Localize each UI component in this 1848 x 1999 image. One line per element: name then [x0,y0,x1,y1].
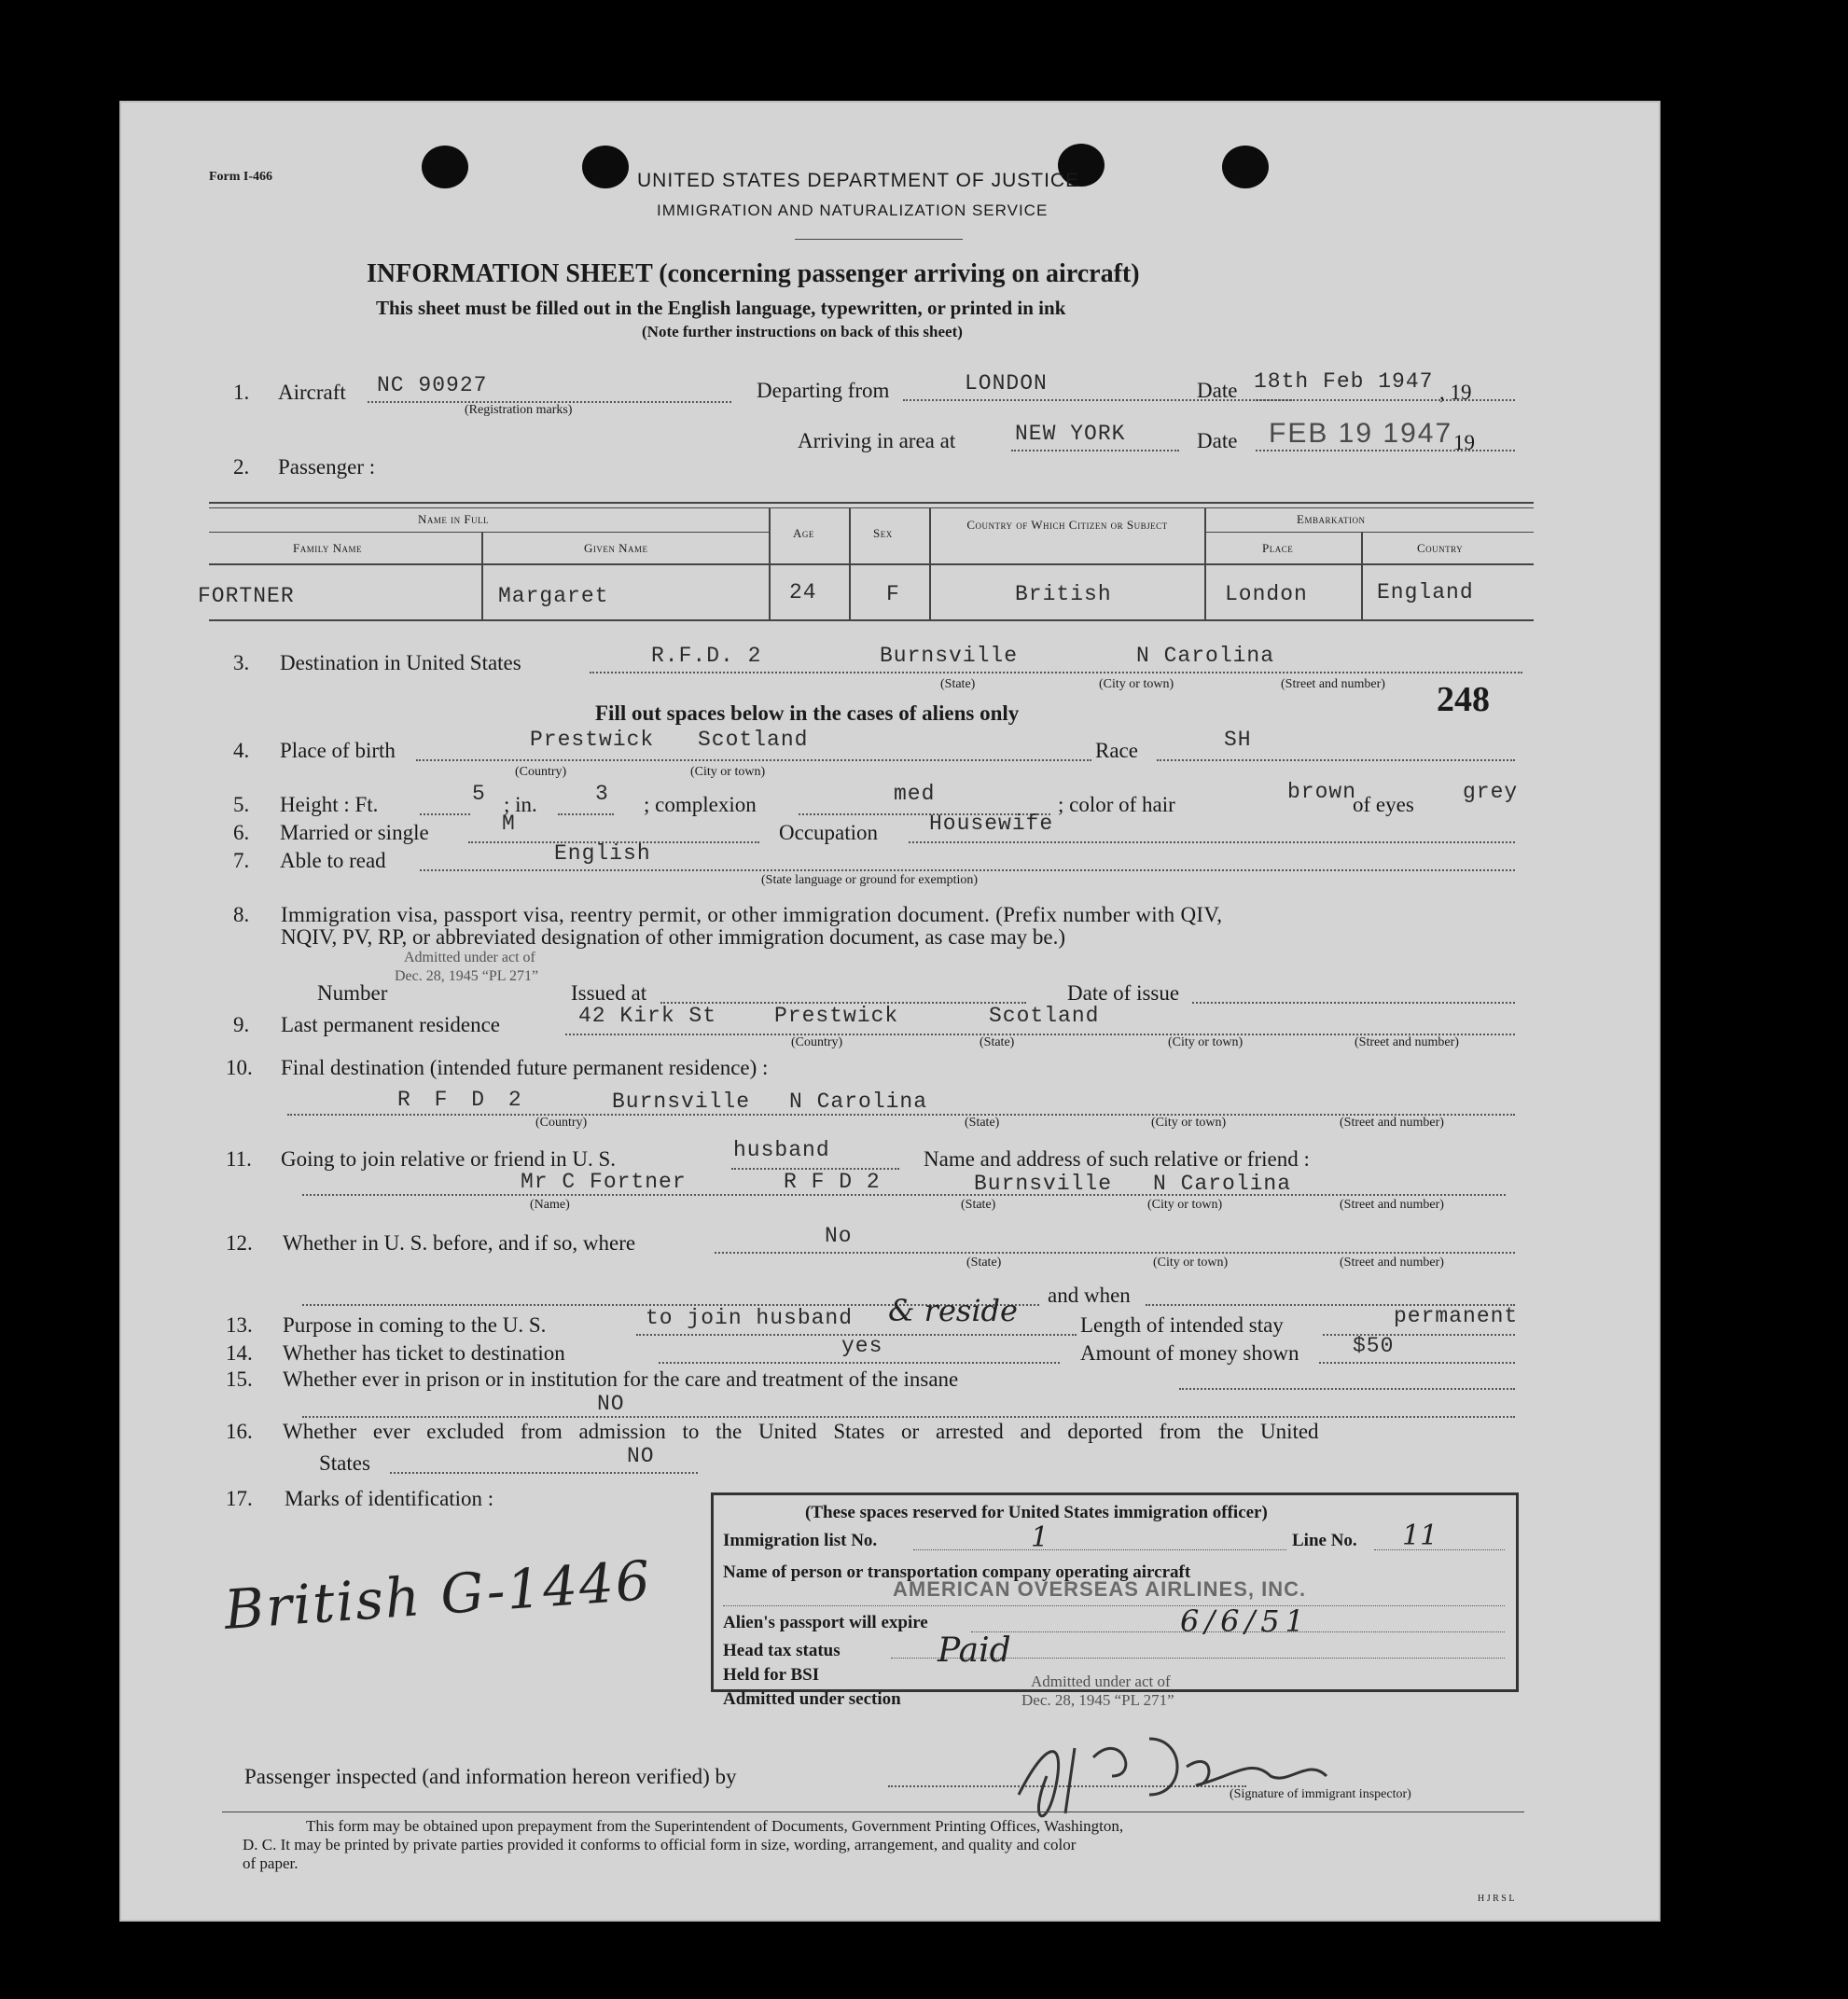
table-col [481,532,483,619]
relative-state: N Carolina [1153,1172,1292,1196]
read-label: Able to read [280,849,386,872]
aliens-only-heading: Fill out spaces below in the cases of aliens only [595,701,1020,725]
birthplace-line [416,759,1091,761]
item-number: 13. [226,1313,253,1337]
item-number: 8. [233,903,250,926]
issued-at-label: Issued at [571,981,647,1005]
head-tax-label: Head tax status [723,1641,841,1660]
date-line [1256,399,1515,401]
previous-us-label: Whether in U. S. before, and if so, where [283,1231,636,1255]
hint-state: (State) [961,1198,996,1212]
departing-date-value: 18th Feb 1947 [1254,369,1434,394]
hint-state: (State) [980,1035,1015,1049]
page-title: INFORMATION SHEET (concerning passenger arriving on aircraft) [367,259,1140,288]
citizenship-value: British [1015,582,1112,606]
passport-expire-value: 6/6/51 [1180,1603,1310,1639]
marital-label: Married or single [280,821,429,844]
money-label: Amount of money shown [1080,1341,1299,1365]
item-number: 1. [233,381,250,404]
join-value: husband [733,1138,830,1162]
marks-handwritten: British G-1446 [222,1548,654,1642]
aircraft-label: Aircraft [278,381,346,404]
stay-label: Length of intended stay [1080,1313,1284,1337]
head-tax-value: Paid [938,1631,1011,1670]
section-label: Admitted under section [723,1689,901,1709]
table-rule [209,532,769,533]
money-line [1319,1362,1515,1364]
excluded-line [390,1472,698,1474]
admitted-stamp: Admitted under act of [404,950,535,965]
department-name: UNITED STATES DEPARTMENT OF JUSTICE [637,170,1080,191]
when-label: and when [1048,1284,1131,1307]
item-number: 5. [233,793,250,816]
departing-label: Departing from [757,379,890,402]
date-label: Date [1197,429,1238,452]
arrival-date-line [1256,450,1515,451]
hint-country: (Country) [791,1035,843,1049]
passenger-label: Passenger : [278,455,376,479]
registration-marks-hint: (Registration marks) [465,403,573,417]
punch-hole [582,146,629,188]
item-number: 2. [233,455,250,479]
hint-city: (City or town) [1168,1035,1244,1049]
document-label: Immigration visa, passport visa, reentry permit, or other immigration document. (Prefix number with QIV, [281,903,1223,926]
item-number: 4. [233,739,250,762]
excluded-value: NO [627,1444,655,1468]
line-no-label: Line No. [1292,1531,1357,1550]
race-line [1157,759,1515,761]
hint-name: (Name) [530,1198,570,1212]
hint-street: (Street and number) [1281,677,1385,691]
item-number: 3. [233,651,250,674]
item-number: 17. [226,1487,253,1510]
year-prefix: 19 [1453,431,1475,454]
hint-street: (Street and number) [1340,1256,1444,1270]
col-header-name-in-full: Name in Full [418,512,490,526]
handwritten-number: 248 [1437,680,1490,719]
operator-stamp: AMERICAN OVERSEAS AIRLINES, INC. [893,1577,1307,1601]
section-stamp-date: Dec. 28, 1945 “PL 271” [1021,1691,1174,1709]
final-destination-line [287,1114,1515,1116]
footer-line-1: This form may be obtained upon prepayment from the Superintendent of Documents, Government Printing Offices, Washington, [306,1817,1124,1835]
table-rule [209,619,1534,621]
doc-number-label: Number [317,981,388,1005]
footer-line-2: D. C. It may be printed by private parties provided it conforms to official form in size, wording, arrangement, and quality and color [243,1836,1077,1853]
table-rule [1204,532,1534,533]
date-label: Date [1197,379,1238,402]
previous-us-line [715,1252,1515,1254]
given-name-value: Margaret [498,584,609,608]
marks-label: Marks of identification : [285,1487,494,1510]
excluded-label-2: States [319,1451,370,1475]
table-col [849,507,851,619]
occupation-line [909,841,1515,843]
punch-hole [1222,146,1269,188]
purpose-handwritten: & reside [888,1293,1018,1328]
col-header-embarkation: Embarkation [1297,512,1366,526]
feet-line [420,813,470,815]
occupation-label: Occupation [779,821,879,844]
prison-value: NO [597,1392,625,1416]
family-name-value: FORTNER [198,584,295,608]
col-header-age: Age [793,526,814,540]
final-city: Burnsville [612,1090,751,1114]
race-value: SH [1224,728,1252,752]
prison-label: Whether ever in prison or in institution for the care and treatment of the insane [283,1367,959,1391]
col-header-given-name: Given Name [584,541,648,555]
table-col [769,507,771,619]
item-number: 11. [226,1147,252,1171]
destination-city: Burnsville [880,644,1019,668]
item-number: 12. [226,1231,253,1255]
excluded-label: Whether ever excluded from admission to the United States or arrested and deported from the United [283,1420,1319,1443]
col-header-sex: Sex [873,526,893,540]
hint-state: (State) [940,677,976,691]
col-header-citizenship: Country of Which Citizen or Subject [966,518,1168,532]
destination-street: R.F.D. 2 [651,644,762,668]
operator-line [723,1605,1505,1606]
item-number: 15. [226,1367,253,1391]
ticket-value: yes [841,1334,883,1358]
inspector-signature-icon [1009,1720,1364,1823]
header-rule [795,239,963,240]
relative-name: Mr C Fortner [521,1170,687,1194]
sex-value: F [886,582,900,606]
inches-label: ; in. [504,793,537,816]
document-label-2: NQIV, PV, RP, or abbreviated designation of other immigration document, as case may be.) [281,925,1066,949]
bsi-label: Held for BSI [723,1665,820,1685]
table-col [1361,532,1363,619]
punch-hole [422,146,468,188]
officer-box [711,1492,1519,1709]
eyes-value: grey [1463,780,1519,804]
stay-line [1323,1334,1515,1336]
arrival-date-stamp: FEB 19 1947 [1269,418,1453,449]
col-header-place: Place [1262,541,1294,555]
arriving-line [1011,450,1179,451]
hint-state: (State) [965,1116,1000,1130]
form-number: Form I-466 [209,170,273,184]
height-label: Height : Ft. [280,793,379,816]
list-line [913,1549,1286,1550]
residence-city: Prestwick [774,1004,899,1028]
table-col [929,507,931,619]
passport-expire-label: Alien's passport will expire [723,1613,928,1632]
arriving-value: NEW YORK [1015,422,1126,446]
admitted-stamp-date: Dec. 28, 1945 “PL 271” [395,968,539,984]
prison-line-2 [302,1416,1515,1418]
hint-country: (Country) [515,765,567,779]
arriving-label: Arriving in area at [798,429,956,452]
age-value: 24 [789,580,817,604]
birthplace-label: Place of birth [280,739,396,762]
hint-street: (Street and number) [1340,1198,1444,1212]
stay-value: permanent [1394,1304,1519,1328]
hair-value: brown [1287,780,1357,804]
marital-value: M [502,812,516,836]
officer-box-title: (These spaces reserved for United States immigration officer) [805,1503,1268,1522]
list-no-value: 1 [1031,1521,1049,1554]
section-stamp: Admitted under act of [1031,1673,1171,1690]
doi-line [1192,1002,1515,1004]
hint-city: (City or town) [1099,677,1174,691]
instructions: This sheet must be filled out in the English language, typewritten, or printed in ink [376,297,1066,319]
table-col [1204,507,1206,619]
inches-line [558,813,614,815]
ticket-line [659,1362,1060,1364]
read-value: English [554,841,651,866]
relative-label: Name and address of such relative or friend : [924,1147,1310,1171]
hint-country: (Country) [535,1116,588,1130]
hint-city: (City or town) [1151,1116,1227,1130]
form-page [119,101,1660,1922]
embark-place-value: London [1225,582,1308,606]
residence-street: 42 Kirk St [578,1004,717,1028]
read-hint: (State language or ground for exemption) [761,873,979,887]
table-rule [209,563,1534,565]
race-label: Race [1095,739,1138,762]
item-number: 7. [233,849,250,872]
item-number: 6. [233,821,250,844]
hint-street: (Street and number) [1340,1116,1444,1130]
hint-street: (Street and number) [1355,1035,1459,1049]
birth-country: Scotland [698,728,809,752]
final-street: R F D 2 [397,1088,527,1112]
destination-state: N Carolina [1136,644,1275,668]
table-rule [209,502,1534,504]
hint-city: (City or town) [1153,1256,1229,1270]
col-header-country: Country [1417,541,1464,555]
residence-label: Last permanent residence [281,1013,500,1036]
height-feet: 5 [472,782,486,806]
item-number: 14. [226,1341,253,1365]
residence-country: Scotland [989,1004,1100,1028]
date-of-issue-label: Date of issue [1067,981,1180,1005]
money-value: $50 [1353,1334,1395,1358]
item-number: 10. [226,1056,253,1079]
final-destination-label: Final destination (intended future permanent residence) : [281,1056,769,1079]
hint-city: (City or town) [1147,1198,1223,1212]
inspected-label: Passenger inspected (and information hereon verified) by [244,1765,737,1788]
ticket-label: Whether has ticket to destination [283,1341,565,1365]
operator-label: Name of person or transportation company operating aircraft [723,1562,1191,1582]
list-no-label: Immigration list No. [723,1531,878,1550]
hint-city: (City or town) [690,765,766,779]
prison-line-1 [1179,1388,1515,1390]
print-code: H J R S L [1478,1894,1515,1904]
previous-us-value: No [825,1224,853,1248]
final-state: N Carolina [789,1090,928,1114]
relative-line [302,1194,1506,1196]
table-rule [209,507,1534,508]
year-prefix: , 19 [1439,381,1472,404]
item-number: 16. [226,1420,253,1443]
line-no-value: 11 [1402,1520,1438,1552]
footer-line-3: of paper. [243,1854,299,1872]
relative-street: R F D 2 [784,1170,881,1194]
service-name: IMMIGRATION AND NATURALIZATION SERVICE [657,201,1049,219]
hair-label: ; color of hair [1058,793,1175,816]
purpose-label: Purpose in coming to the U. S. [283,1313,547,1337]
purpose-value: to join husband [646,1306,854,1330]
aircraft-value: NC 90927 [377,373,488,397]
join-label: Going to join relative or friend in U. S. [281,1147,616,1171]
embark-country-value: England [1377,580,1474,604]
relative-city: Burnsville [974,1172,1113,1196]
signature-hint: (Signature of immigrant inspector) [1230,1787,1411,1801]
occupation-value: Housewife [929,812,1054,836]
hint-state: (State) [966,1256,1002,1270]
birth-city: Prestwick [530,728,655,752]
height-inches: 3 [595,782,609,806]
destination-label: Destination in United States [280,651,521,674]
departing-value: LONDON [965,371,1048,396]
col-header-family-name: Family Name [293,541,362,555]
complexion-value: med [894,782,936,806]
note: (Note further instructions on back of this sheet) [642,323,963,340]
complexion-label: ; complexion [644,793,757,816]
line-line [1374,1549,1505,1550]
item-number: 9. [233,1013,250,1036]
eyes-label: of eyes [1353,793,1414,816]
read-line [420,869,1515,871]
destination-line [590,672,1522,673]
